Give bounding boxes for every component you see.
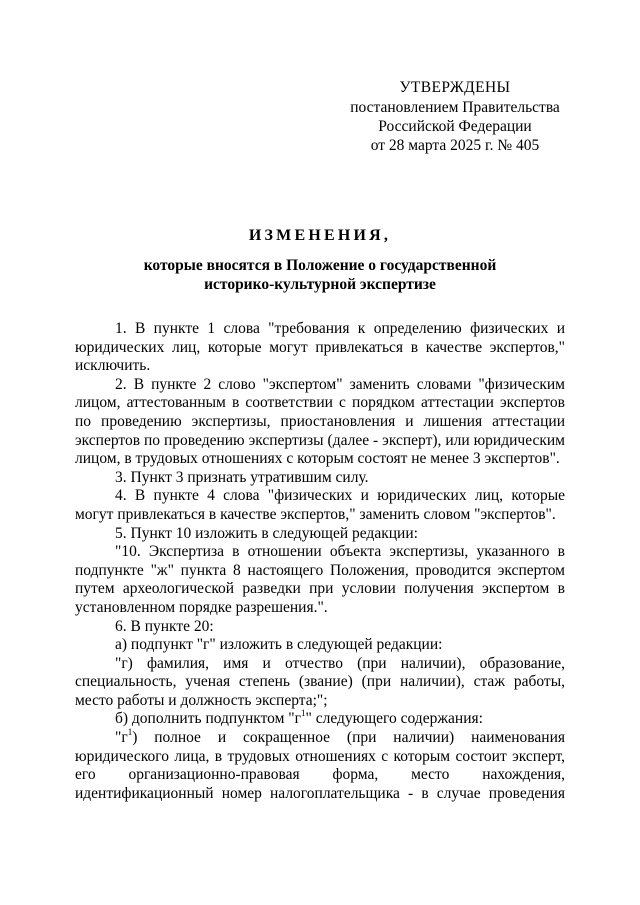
paragraph-5: 5. Пункт 10 изложить в следующей редакции: xyxy=(115,524,418,542)
document-subtitle-line-2: историко-культурной экспертизе xyxy=(204,276,436,293)
paragraph-4: 4. В пункте 4 слова "физических и юридических лиц, которые могут привлекаться в качестве экспертов," заменить словом "экспертов". xyxy=(75,487,565,523)
approval-line-2: Российской Федерации xyxy=(378,118,532,135)
paragraph-1: 1. В пункте 1 слова "требования к определению физических и юридических лиц, которые могут привлекаться в качестве экспертов," исключить. xyxy=(75,320,565,375)
document-title: ИЗМЕНЕНИЯ, xyxy=(248,227,392,244)
paragraph-6a: а) подпункт "г" изложить в следующей редакции: xyxy=(115,636,443,654)
paragraph-3: 3. Пункт 3 признать утратившим силу. xyxy=(115,468,369,486)
document-subtitle-line-1: которые вносятся в Положение о государственной xyxy=(143,257,497,274)
paragraph-2: 2. В пункте 2 слово "экспертом" заменить словами "физическим лицом, аттестованным в соответствии с порядком аттестации экспертов по проведению экспертизы, приостановления и лишения аттестации экспертов по проведению экспертизы (далее - эксперт), или юридическим лицом, в трудовых отношениях с которым состоят не менее 3 экспертов". xyxy=(75,375,565,468)
approval-stamp xyxy=(330,78,580,155)
superscript: 1 xyxy=(301,708,306,719)
paragraph-g1-start: "г xyxy=(115,729,128,747)
superscript: 1 xyxy=(127,726,133,737)
paragraph-6b-text-end: " следующего содержания: xyxy=(305,710,483,728)
paragraph-g1-text xyxy=(75,726,565,803)
paragraph-6: 6. В пункте 20: xyxy=(115,617,214,635)
approval-line-1: постановлением Правительства xyxy=(350,99,560,116)
document-body xyxy=(75,320,565,803)
paragraph-6b-text: б) дополнить подпунктом "г xyxy=(115,710,301,728)
paragraph-6b xyxy=(75,710,565,729)
approval-title: УТВЕРЖДЕНЫ xyxy=(399,79,511,96)
paragraph-10-text: "10. Экспертиза в отношении объекта экспертизы, указанного в подпункте "ж" пункта 8 настоящего Положения, проводится экспертом путем археологической разведки при условии получения экспертом в установленном порядке разрешения.". xyxy=(75,543,565,616)
paragraph-g-text: "г) фамилия, имя и отчество (при наличии), образование, специальность, ученая степень (звание) (при наличии), стаж работы, место работы и должность эксперта;"; xyxy=(75,654,565,709)
approval-line-3: от 28 марта 2025 г. № 405 xyxy=(370,137,540,154)
paragraph-g1-rest: ) полное и сокращенное (при наличии) наименования юридического лица, в трудовых отношениях с которым состоит эксперт, его организационно-правовая форма, место нахождения, идентификационный номер налогоплательщика - в случае проведения xyxy=(75,729,565,802)
document-heading xyxy=(60,226,580,294)
